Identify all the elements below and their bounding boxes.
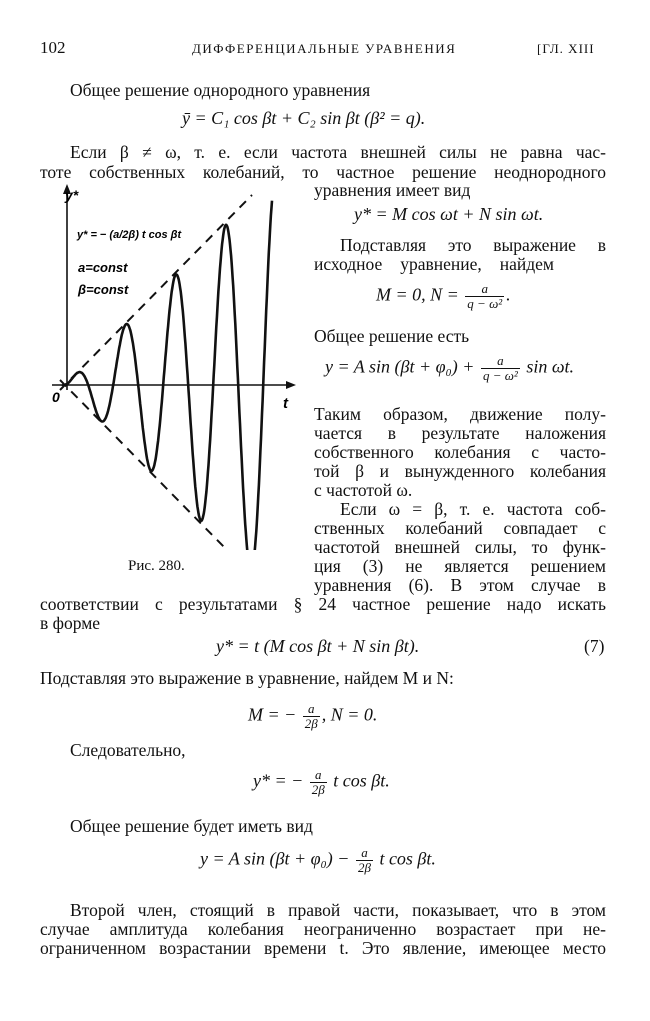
equation-particular: y* = M cos ωt + N sin ωt. [354, 204, 544, 224]
equation-part: . [506, 284, 511, 305]
resonance-figure [40, 180, 310, 550]
figure-note-beta: β=const [78, 282, 129, 297]
equation-part: y = A sin (βt + φ₀) + [325, 356, 479, 377]
t-axis-arrow [286, 381, 296, 389]
paragraph-line: Таким образом, движение полу- [314, 404, 606, 424]
fraction-denominator: 2β [311, 782, 325, 797]
figure-formula: y* = − (a/2β) t cos βt [77, 229, 182, 241]
equation-part: t cos βt. [328, 770, 390, 791]
equation-M-N [376, 282, 511, 311]
paragraph-line: частотой внешней силы, то функ- [314, 537, 606, 557]
paragraph-line: тоте собственных колебаний, то частное решение неоднородного [40, 162, 606, 182]
paragraph-line: соответствии с результатами § 24 частное решение надо искать [40, 594, 606, 614]
paragraph-line: уравнения (6). В этом случае в [314, 575, 606, 595]
equation-part: y* = − [253, 770, 308, 791]
paragraph-line: исходное уравнение, найдем [314, 254, 554, 274]
equation-number: (7) [584, 636, 605, 656]
t-axis-label: t [283, 395, 288, 412]
page-number: 102 [40, 38, 66, 57]
fraction-numerator: a [356, 846, 373, 861]
equation-part: y = A sin (βt + φ₀) − [200, 848, 354, 869]
equation-part: t cos βt. [374, 848, 436, 869]
oscillation-curve [62, 201, 272, 550]
paragraph-line: Если ω = β, т. е. частота соб- [340, 499, 606, 519]
paragraph-line: той β и вынужденного колебания [314, 461, 606, 481]
paragraph-line: чается в результате наложения [314, 423, 606, 443]
fraction-denominator: 2β [357, 860, 371, 875]
equation-final [200, 846, 436, 875]
chapter-label: [ГЛ. XIII [537, 41, 595, 56]
paragraph-line: Если β ≠ ω, т. е. если частота внешней силы не равна час- [70, 142, 606, 162]
fraction [310, 768, 327, 797]
fraction-denominator: q − ω² [482, 368, 518, 383]
origin-label: 0 [52, 389, 60, 405]
equation-part: M = 0, N = [376, 284, 464, 305]
paragraph-line: Общее решение однородного уравнения [70, 80, 371, 100]
equation-part: , N = 0. [321, 704, 378, 725]
fraction [465, 282, 504, 311]
equation-homogeneous: ȳ = C₁ cos βt + C₂ sin βt (β² = q). [182, 108, 426, 128]
fraction [303, 702, 320, 731]
paragraph-line: Подставляя это выражение в уравнение, найдем M и N: [40, 668, 454, 688]
paragraph-line: с частотой ω. [314, 480, 413, 500]
fraction [481, 354, 520, 383]
fraction-numerator: a [303, 702, 320, 717]
equation-y-star [253, 768, 390, 797]
fraction-numerator: a [481, 354, 520, 369]
paragraph-line: Следовательно, [70, 740, 186, 760]
fraction [356, 846, 373, 875]
paragraph-line: Подставляя это выражение в [340, 235, 606, 255]
paragraph-line: ция (3) не является решением [314, 556, 606, 576]
fraction-denominator: 2β [304, 716, 318, 731]
lower-envelope-line [60, 380, 225, 548]
figure-note-a: a=const [78, 260, 128, 275]
equation-part: M = − [248, 704, 301, 725]
paragraph-line: уравнения имеет вид [314, 180, 471, 200]
paragraph-line: ственных колебаний совпадает с [314, 518, 606, 538]
equation-7: y* = t (M cos βt + N sin βt). [216, 636, 420, 656]
paragraph-line: Второй член, стоящий в правой части, показывает, что в этом [70, 900, 606, 920]
equation-general-1 [325, 354, 574, 383]
equation-M-N-2 [248, 702, 377, 731]
paragraph-line: ограниченном возрастании времени t. Это явление, имеющее место [40, 938, 606, 958]
running-title: ДИФФЕРЕНЦИАЛЬНЫЕ УРАВНЕНИЯ [192, 41, 457, 56]
paragraph-line: собственного колебания с часто- [314, 442, 606, 462]
fraction-numerator: a [310, 768, 327, 783]
y-axis-label: y* [65, 187, 79, 203]
paragraph-line: в форме [40, 613, 101, 633]
paragraph-line: Общее решение есть [314, 326, 470, 346]
fraction-denominator: q − ω² [467, 296, 503, 311]
paragraph-line: Общее решение будет иметь вид [70, 816, 313, 836]
fraction-numerator: a [465, 282, 504, 297]
equation-part: sin ωt. [521, 356, 575, 377]
paragraph-line: случае амплитуда колебания неограниченно возрастает при не- [40, 919, 606, 939]
figure-caption-text: Рис. 280. [128, 558, 185, 574]
